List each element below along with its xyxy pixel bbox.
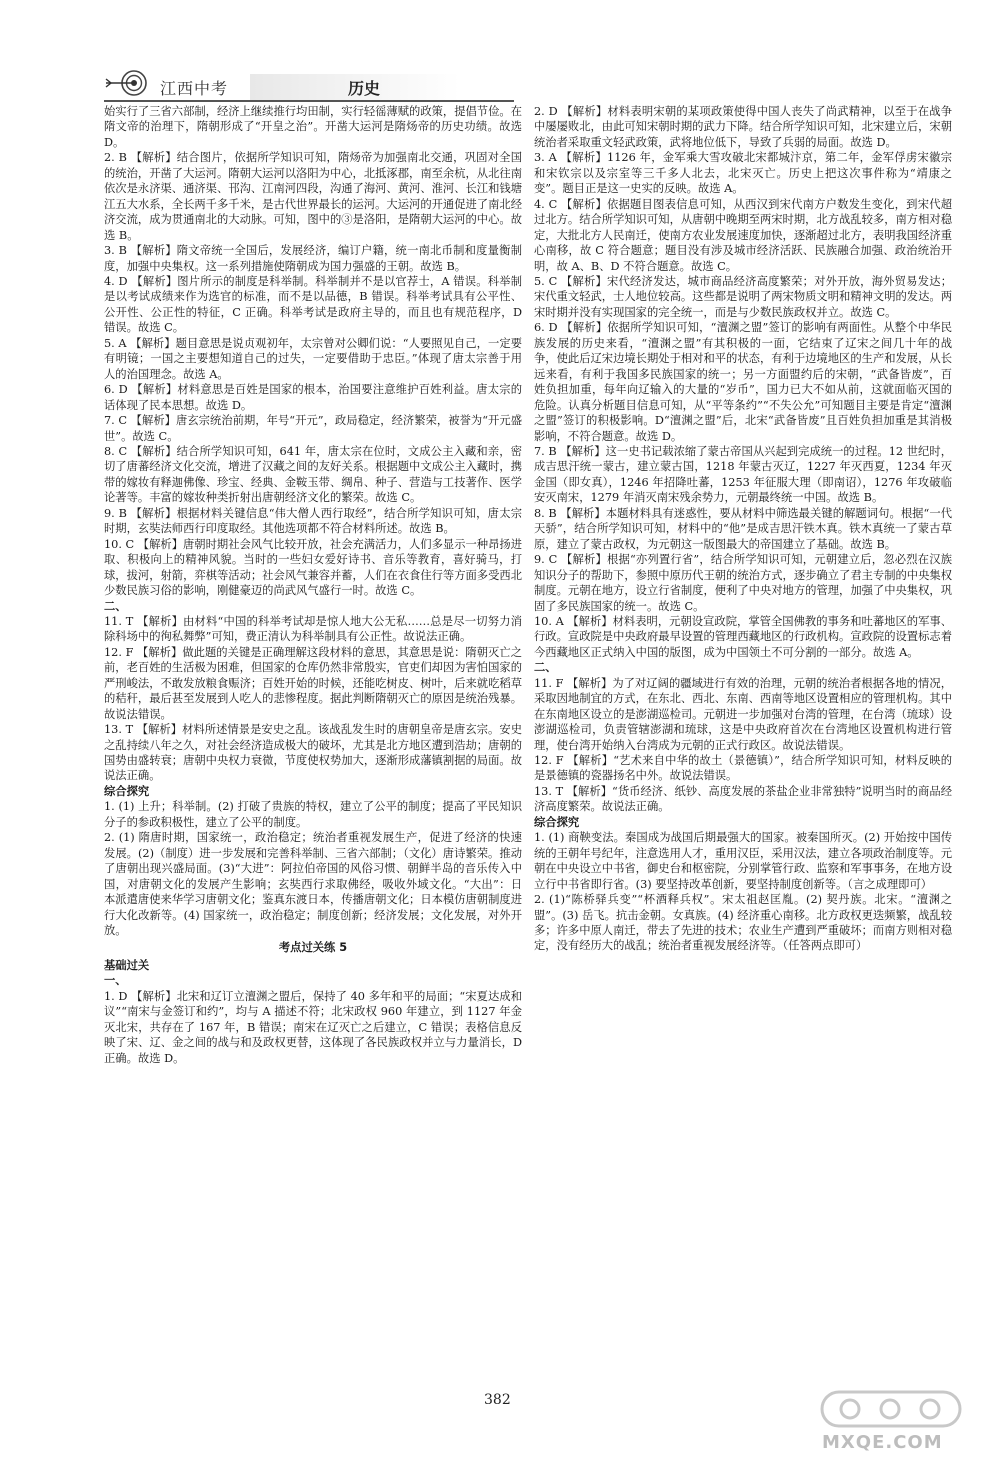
answer-item: 4. D 【解析】图片所示的制度是科举制。科举制并不是以官荐士，A 错误。科举制是以考试成绩来作为选官的标准，而不是以品德，B 错误。科举考试具有公平性、公开性、公正性的特征，C 正确。科举考试是政府主导的，而且也有规范程序，D 错误。故选 C。: [104, 274, 522, 335]
answer-item: 6. D 【解析】材料意思是百姓是国家的根本，治国要注意维护百姓利益。唐太宗的话体现了民本思想。故选 D。: [104, 383, 522, 412]
answer-item: 8. C 【解析】结合所学知识可知，641 年，唐太宗在位时，文成公主入藏和亲，密切了唐蕃经济文化交流，增进了汉藏之间的友好关系。根据题中文成公主入藏时，携带的嫁妆有释迦佛像、珍宝、经典、金鞍玉带、绸帛、种子、营造与工技著作、医学论著等。丰富的嫁妆种类折射出唐朝经济文化的繁荣。故选 C。: [104, 444, 522, 505]
section-marker: 二、: [104, 599, 127, 613]
section-heading: 基础过关: [104, 958, 150, 972]
unit-title: 考点过关练 5: [278, 941, 348, 955]
section-heading: 综合探究: [534, 815, 580, 829]
answer-item: 2. (1)“陈桥驿兵变”“杯酒释兵权”。宋太祖赵匡胤。(2) 契丹族。北宋。“澶渊之盟”。(3) 岳飞。抗击金朝。女真族。(4) 经济重心南移。北方政权更迭频繁，战乱较多；许多中原人南迁，带去了先进的技术；农业生产遭到严重破坏；而南方则相对稳定，没有经历大的战乱；统治者重视发展经济等。（任答两点即可）: [534, 893, 952, 953]
section-marker: 二、: [534, 661, 557, 675]
answer-item: 6. D 【解析】依据所学知识可知，“澶渊之盟”签订的影响有两面性。从整个中华民族发展的历史来看，“澶渊之盟”有其积极的一面，它结束了辽宋之间几十年的战争，使此后辽宋边境长期处于相对和平的状态，有利于边境地区的生产和发展，从长远来看，有利于我国多民族国家的统一；另一方面盟约后的宋朝，“武备皆废”，百姓负担加重，每年向辽输入的大量的“岁币”，国力已大不如从前，这就面临灭国的危险。认真分析题目信息可知，从“平等条约”“不失公允”可知题目主要是肯定“澶渊之盟”签订的积极影响。D“澶渊之盟”后，北宋“武备皆废”且百姓负担加重是其消极影响，不符合题意。故选 D。: [534, 321, 952, 443]
section-marker: 一、: [104, 974, 127, 988]
page-number: 382: [484, 1392, 511, 1408]
answer-item: 9. C 【解析】根据“亦列置行省”，结合所学知识可知，元朝建立后，忽必烈在汉族知识分子的帮助下，参照中原历代王朝的统治方式，逐步确立了君主专制的中央集权制度。元朝在地方，设立行省制度，便利了中央对地方的管理，加强了中央集权，巩固了多民族国家的统一。故选 C。: [534, 553, 952, 613]
answer-item: 5. A 【解析】题目意思是说贞观初年，太宗曾对公卿们说：“人要照见自己，一定要有明镜；一国之主要想知道自己的过失，一定要借助于忠臣。”体现了唐太宗善于用人的治国理念。故选 A。: [104, 336, 522, 381]
answer-item: 11. F 【解析】为了对辽阔的疆域进行有效的治理，元朝的统治者根据各地的情况，采取因地制宜的方式，在东北、西北、东南、西南等地区设置相应的管理机构。其中在东南地区设立的是澎湖巡检司。元朝进一步加强对台湾的管理，在台湾（琉球）设澎湖巡检司，负责管辖澎湖和琉球，这是中央政府首次在台湾地区设置机构进行管理，使台湾开始纳入台湾成为元朝的正式行政区。故说法错误。: [534, 676, 952, 752]
answer-item: 1. (1) 上升；科举制。(2) 打破了贵族的特权，建立了公平的制度；提高了平民知识分子的参政积极性，建立了公平的制度。: [104, 800, 522, 829]
watermark-site: MXQE.COM: [822, 1432, 943, 1453]
left-column: [104, 104, 522, 1066]
answer-item: 13. T 【解析】“货币经济、纸钞、高度发展的茶盐企业非常独特”说明当时的商品经济高度繁荣。故说法正确。: [534, 784, 952, 814]
answer-item: 10. A 【解析】材料表明，元朝设宣政院，掌管全国佛教的事务和吐蕃地区的军事、行政。宣政院是中央政府最早设置的管理西藏地区的行政机构。宣政院的设置标志着今西藏地区正式纳入中国的版图，成为中国领土不可分割的一部分。故选 A。: [534, 614, 952, 659]
answer-item: 7. B 【解析】这一史书记载浓缩了蒙古帝国从兴起到完成统一的过程。12 世纪时，成吉思汗统一蒙古，建立蒙古国，1218 年蒙古灭辽，1227 年灭西夏，1234 年灭金国（即女真），1246 年招降吐蕃，1253 年征服大理（即南诏），1276 年攻破临安灭南宋，1279 年消灭南宋残余势力，元朝最终统一中国。故选 B。: [534, 444, 952, 505]
answer-continuation: 始实行了三省六部制，经济上继续推行均田制，实行轻徭薄赋的政策，提倡节俭。在隋文帝的治理下，隋朝形成了“开皇之治”。开凿大运河是隋炀帝的历史功绩。故选 D。: [104, 105, 522, 149]
answer-item: 9. B 【解析】根据材料关键信息“伟大僧人西行取经”，结合所学知识可知，唐太宗时期，玄奘法师西行印度取经。其他选项都不符合材料所述。故选 B。: [104, 506, 522, 536]
header-title: 江西中考: [160, 79, 229, 98]
answer-item: 12. F 【解析】做此题的关键是正确理解这段材料的意思，其意思是说：隋朝灭亡之前，老百姓的生活极为困难，但国家的仓库仍然非常殷实，官吏们却因为害怕国家的严刑峻法，不敢发放粮食赈济；百姓开始的时候，还能吃树皮、树叶，后来就吃稻草的秸秆，最后甚至发展到人吃人的悲惨程度。据此判断隋朝灭亡的原因是统治残暴。故说法错误。: [104, 645, 522, 721]
answer-item: 13. T 【解析】材料所述情景是安史之乱。该战乱发生时的唐朝皇帝是唐玄宗。安史之乱持续八年之久，对社会经济造成极大的破坏，尤其是北方地区遭到浩劫；唐朝的国势由盛转衰；唐朝中央权力衰微，节度使权势加大，逐渐形成藩镇割据的局面。故说法正确。: [104, 723, 522, 783]
answer-item: 11. T 【解析】由材料“中国的科举考试却是惊人地大公无私……总是尽一切努力消除科场中的徇私舞弊”可知，费正清认为科举制具有公正性。故说法正确。: [104, 614, 522, 644]
header-rule: [104, 100, 514, 102]
answer-item: 4. C 【解析】依据题目图表信息可知，从西汉到宋代南方户数发生变化，到宋代超过北方。结合所学知识可知，从唐朝中晚期至两宋时期，北方战乱较多，南方相对稳定，大批北方人民南迁，使南方农业发展速度加快，逐渐超过北方，表明我国经济重心南移，故 C 符合题意；题目没有涉及城市经济活跃、民族融合加强、政治统治开明，故 A、B、D 不符合题意。故选 C。: [534, 197, 952, 273]
answer-item: 2. D 【解析】材料表明宋朝的某项政策使得中国人丧失了尚武精神，以至于在战争中屡屡败北，由此可知宋朝时期的武力下降。结合所学知识可知，北宋建立后，宋朝统治者采取重文轻武政策，武将地位低下，导致了兵弱的局面。故选 D。: [534, 105, 952, 149]
answer-item: 3. B 【解析】隋文帝统一全国后，发展经济，编订户籍，统一南北币制和度量衡制度，加强中央集权。这一系列措施使隋朝成为国力强盛的王朝。故选 B。: [104, 244, 522, 273]
answer-item: 1. D 【解析】北宋和辽订立澶渊之盟后，保持了 40 多年和平的局面；“宋夏达成和议”“南宋与金签订和约”，均与 A 描述不符；北宋政权 960 年建立，到 1127 年金灭北宋，共存在了 167 年，B 错误；南宋在辽灭亡之后建立，C 错误；表格信息反映了宋、辽、金之间的战与和及政权更替，这体现了各民族政权并立与力量消长，D 正确。故选 D。: [104, 989, 522, 1065]
answer-item: 2. (1) 隋唐时期，国家统一，政治稳定；统治者重视发展生产，促进了经济的快速发展。(2)（制度）进一步发展和完善科举制、三省六部制；（文化）唐诗繁荣。推动了唐朝出现兴盛局面。(3)“大进”：阿拉伯帝国的风俗习惯、朝鲜半岛的音乐传入中国，对唐朝文化的发展产生影响；玄奘西行求取佛经，吸收外域文化。“大出”：日本派遣唐使来华学习唐朝文化；鉴真东渡日本，传播唐朝文化；日本模仿唐朝制度进行大化改新等。(4) 国家统一，政治稳定；制度创新；经济发展；文化发展，对外开放。: [104, 831, 522, 938]
answer-item: 10. C 【解析】唐朝时期社会风气比较开放，社会充满活力，人们多显示一种昂扬进取、积极向上的精神风貌。当时的一些妇女爱好诗书、音乐等教育，喜好骑马，打球，拔河，射箭，弈棋等活动；社会风气兼容并蓄，人们在衣食住行等方面多受西北少数民族习俗的影响，刚健豪迈的尚武风气盛行一时。故选 C。: [104, 537, 522, 598]
answer-item: 8. B 【解析】本题材料具有迷惑性，要从材料中筛选最关键的解题词句。根据“一代天骄”，结合所学知识可知，材料中的“他”是成吉思汗铁木真。铁木真统一了蒙古草原，建立了蒙古政权，为元朝这一版图最大的帝国建立了基础。故选 B。: [534, 506, 952, 551]
answer-item: 2. B 【解析】结合图片，依据所学知识可知，隋炀帝为加强南北交通，巩固对全国的统治，开凿了大运河。隋朝大运河以洛阳为中心，北抵涿郡，南至余杭，从北往南依次是永济渠、通济渠、邗沟、江南河四段，沟通了海河、黄河、淮河、长江和钱塘江五大水系，全长两千多千米，是古代世界最长的运河。大运河的开通促进了南北经济交流，成为贯通南北的大动脉。可知，图中的③是洛阳，是隋朝大运河的中心。故选 B。: [104, 151, 522, 242]
page-header: [0, 0, 1000, 100]
target-logo-icon: [104, 68, 150, 98]
section-heading: 综合探究: [104, 784, 150, 798]
right-column: [534, 104, 952, 954]
answer-item: 12. F 【解析】“艺术来自中华的故土（景德镇）”，结合所学知识可知，材料反映的是景德镇的瓷器扬名中外。故说法错误。: [534, 754, 952, 783]
answer-item: 7. C 【解析】唐玄宗统治前期，年号“开元”，政局稳定，经济繁荣，被誉为“开元盛世”。故选 C。: [104, 414, 522, 443]
answer-item: 5. C 【解析】宋代经济发达，城市商品经济高度繁荣；对外开放，海外贸易发达；宋代重文轻武，士人地位较高。这些都是说明了两宋物质文明和精神文明的发达。两宋时期并没有实现国家的完全统一，而是与少数民族政权并立。故选 C。: [534, 274, 952, 319]
header-subject: 历史: [348, 79, 381, 98]
answer-item: 3. A 【解析】1126 年，金军乘大雪攻破北宋都城汴京，第二年，金军俘虏宋徽宗和宋钦宗以及宗室等三千多人北去，北宋灭亡。历史上把这次事件称为“靖康之变”。题目正是这一史实的反映。故选 A。: [534, 151, 952, 196]
answer-item: 1. (1) 商鞅变法。秦国成为战国后期最强大的国家。被秦国所灭。(2) 开始按中国传统的王朝年号纪年，注意选用人才，重用汉臣，采用汉法，建立各项政治制度等。元朝在中央设立中书省，御史台和枢密院，分别掌管行政、监察和军事事务，在地方设立行中书省即行省。(3) 要坚持改革创新，要坚持制度创新等。（言之成理即可）: [534, 831, 952, 891]
